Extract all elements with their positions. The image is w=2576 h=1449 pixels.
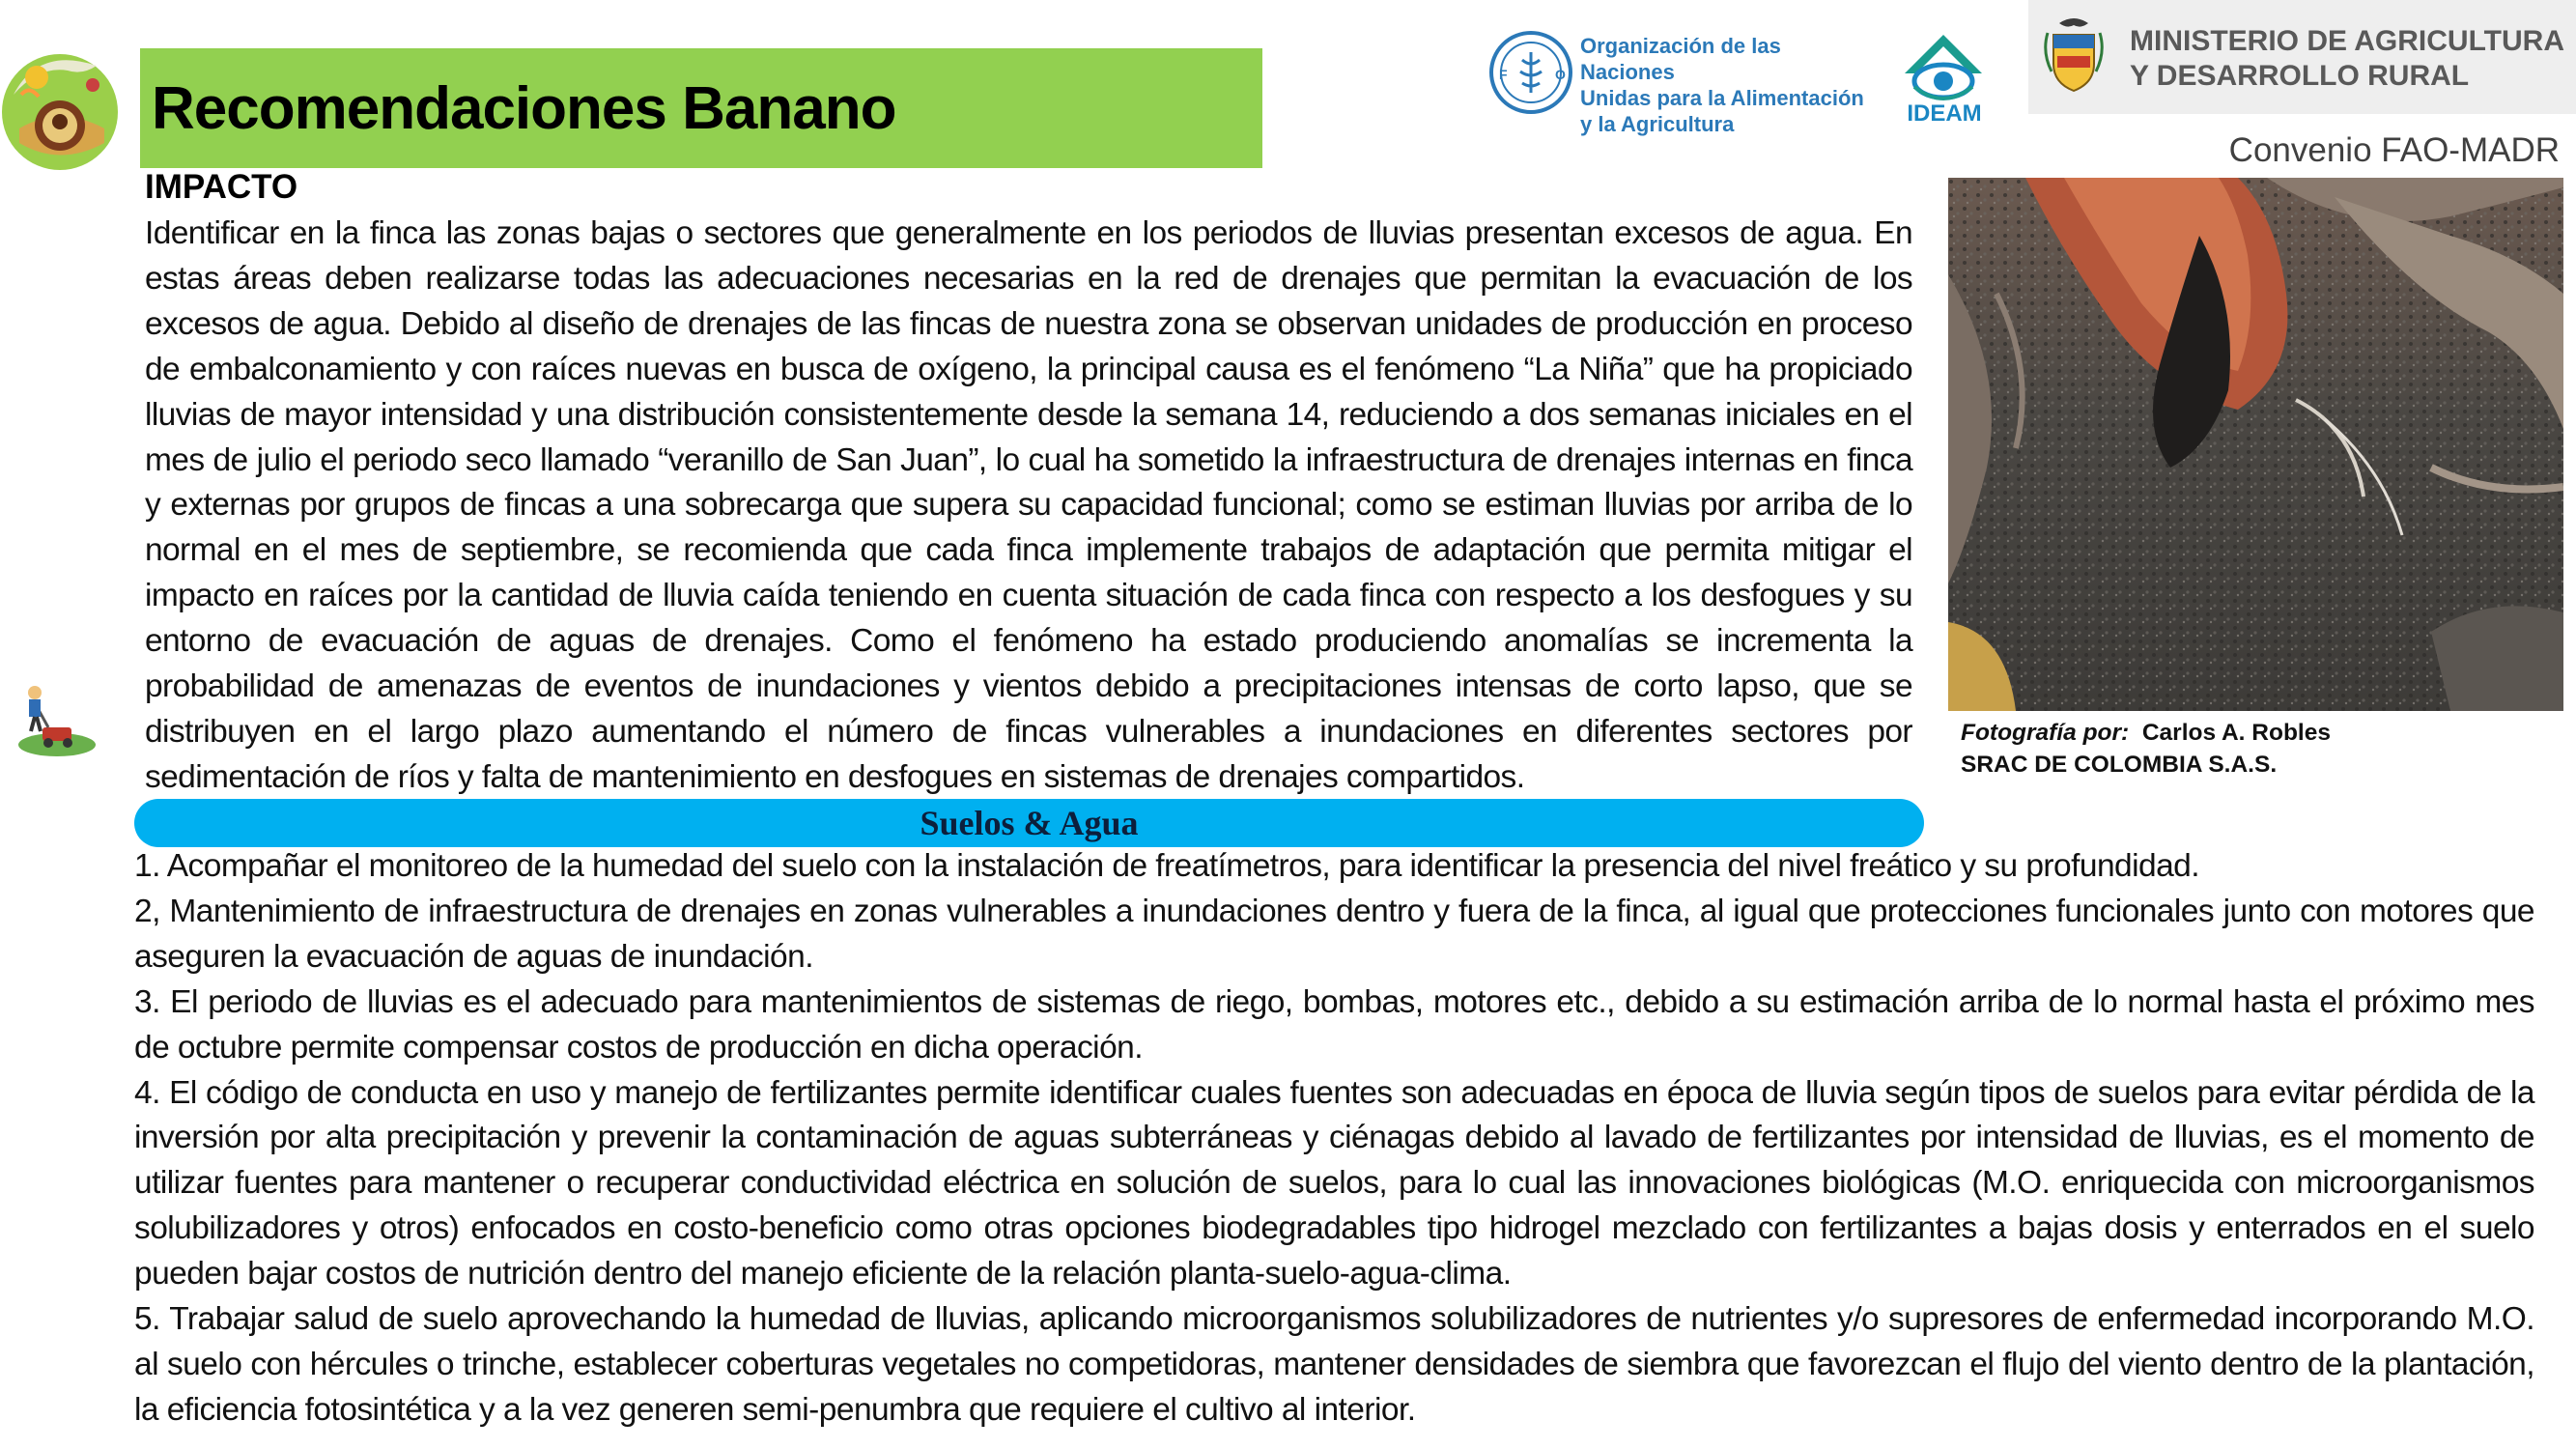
page-title: Recomendaciones Banano [152, 74, 896, 142]
title-bar [140, 48, 1262, 168]
list-item: 2, Mantenimiento de infraestructura de drenajes en zonas vulnerables a inundaciones dentro y fuera de la finca, al igual que protecciones funcionales junto con motores que aseguren la evacuación de aguas de inundación. [134, 893, 2534, 975]
ministry-name: MINISTERIO DE AGRICULTURA Y DESARROLLO RURAL [2130, 25, 2564, 92]
section-title: Suelos & Agua [920, 804, 1139, 842]
recommendations-list [134, 844, 2534, 1434]
banana-roots-photo [1948, 178, 2563, 711]
section-header-suelos-agua [134, 799, 1924, 847]
list-item: 5. Trabajar salud de suelo aprovechando la humedad de lluvias, aplicando microorganismos solubilizadores de nutrientes y/o supresores de enfermedad incorporando M.O. al suelo con hércules o trinche, establecer coberturas vegetales no competidoras, mantener densidades de siembra que favorezcan el flujo del viento dentro de la plantación, la eficiencia fotosintética y a la vez generen semi-penumbra que requiere el cultivo al interior. [134, 1301, 2534, 1428]
photo-caption [1961, 717, 2560, 781]
list-item: 3. El periodo de lluvias es el adecuado para mantenimientos de sistemas de riego, bombas, motores etc., debido a su estimación arriba de lo normal hasta el próximo mes de octubre permite compensar costos de producción en dicha operación. [134, 983, 2534, 1065]
caption-label: Fotografía por: [1961, 720, 2130, 746]
svg-text:O: O [1555, 67, 1566, 82]
svg-text:F: F [1499, 67, 1508, 82]
caption-author: Carlos A. Robles [2141, 720, 2331, 746]
impact-paragraph: Identificar en la finca las zonas bajas o sectores que generalmente en los periodos de lluvias presentan excesos de agua. En estas áreas deben realizarse todas las adecuaciones necesarias en la red de drenajes que permitan la evacuación de los excesos de agua. Debido al diseño de drenajes de las fincas de nuestra zona se observan unidades de producción en proceso de embalconamiento y con raíces nuevas en busca de oxígeno, la principal causa es el fenómeno “La Niña” que ha propiciado lluvias de mayor intensidad y una distribución consistentemente desde la semana 14, reduciendo a dos semanas iniciales en el mes de julio el periodo seco llamado “veranillo de San Juan”, lo cual ha sometido la infraestructura de drenajes internas en finca y externas por grupos de fincas a una sobrecarga que supera su capacidad funcional; como se estiman lluvias por arriba de lo normal en el mes de septiembre, se recomienda que cada finca implemente trabajos de adaptación que permita mitigar el impacto en raíces por la cantidad de lluvia caída teniendo en cuenta situación de cada finca con respecto a los desfogues y su entorno de evacuación de aguas de drenajes. Como el fenómeno ha estado produciendo anomalías se incrementa la probabilidad de amenazas de eventos de inundaciones y vientos debido a precipitaciones intensas de corto lapso, que se distribuyen en el largo plazo aumentando el número de fincas vulnerables a inundaciones en diferentes sectores por sedimentación de ríos y falta de mantenimiento en desfogues en sistemas de drenajes compartidos. [145, 215, 1912, 795]
list-item: 1. Acompañar el monitoreo de la humedad del suelo con la instalación de freatímetros, para identificar la presencia del nivel freático y su profundidad. [134, 848, 2200, 884]
impact-heading: IMPACTO [145, 168, 298, 206]
fao-logo-icon [1487, 29, 1574, 116]
farm-logo-icon [0, 37, 122, 182]
list-item: 4. El código de conducta en uso y manejo de fertilizantes permite identificar cuales fuentes son adecuadas en época de lluvia según tipos de suelos para evitar pérdida de la inversión por alta precipitación y prevenir la contaminación de aguas subterráneas y ciénagas debido al lavado de fertilizantes por intensidad de lluvias, es el momento de utilizar fuentes para mantener o recuperar conductividad eléctrica en solución de suelos, para lo cual las innovaciones biológicas (M.O. enriquecida con microorganismos solubilizadores y otros) enfocados en costo-beneficio como otras opciones biodegradables tipo hidrogel mezclado con fertilizantes a bajas dosis y enterrados en el suelo pueden bajar costos de nutrición dentro del manejo eficiente de la relación planta-suelo-agua-clima. [134, 1074, 2534, 1293]
coat-of-arms-icon [2040, 14, 2108, 97]
fao-organization-name: Organización de las Naciones Unidas para la Alimentación y la Agricultura [1580, 34, 1864, 136]
farmer-mower-icon [14, 683, 100, 760]
ideam-label: IDEAM [1907, 100, 1982, 127]
convenio-label: Convenio FAO-MADR [2228, 131, 2560, 169]
caption-company: SRAC DE COLOMBIA S.A.S. [1961, 752, 2278, 778]
